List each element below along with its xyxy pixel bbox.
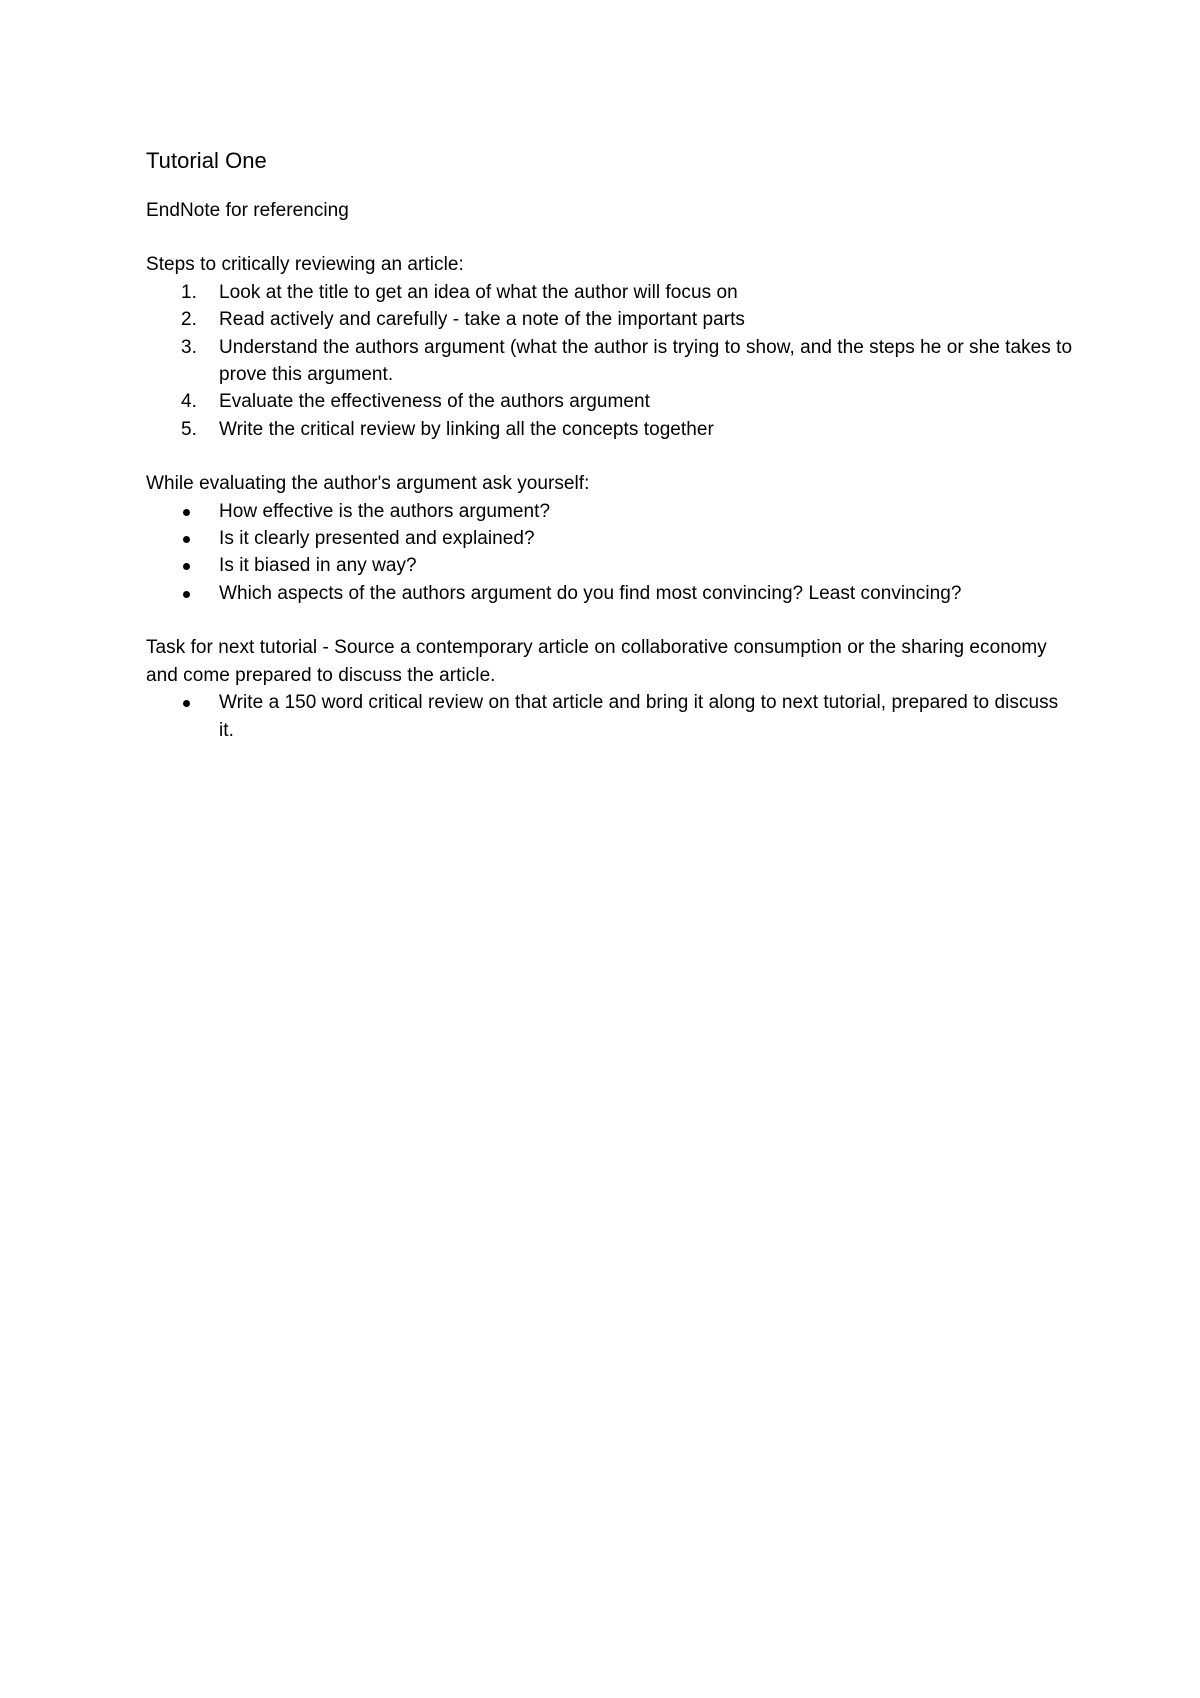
question-item xyxy=(146,525,1076,552)
bullet-icon xyxy=(183,536,190,543)
steps-list xyxy=(146,279,1076,443)
step-number: 1. xyxy=(181,281,197,303)
bullet-icon xyxy=(183,591,190,598)
spacer xyxy=(146,224,1076,251)
question-text: Which aspects of the authors argument do you find most convincing? Least convincing? xyxy=(219,582,962,604)
step-text: Evaluate the effectiveness of the authors argument xyxy=(219,391,650,413)
task-item-text: Write a 150 word critical review on that article and bring it along to next tutorial, prepared to discuss it. xyxy=(219,692,1059,741)
step-number: 2. xyxy=(181,309,197,331)
bullet-icon xyxy=(183,563,190,570)
task-list xyxy=(146,689,1076,744)
document-title: Tutorial One xyxy=(146,148,267,173)
step-item xyxy=(146,416,1076,443)
steps-heading: Steps to critically reviewing an article: xyxy=(146,254,464,276)
evaluating-list xyxy=(146,498,1076,608)
task-paragraph: Task for next tutorial - Source a contemporary article on collaborative consumption or the sharing economy and come prepared to discuss the article. xyxy=(146,637,1047,686)
question-text: Is it clearly presented and explained? xyxy=(219,528,535,550)
step-number: 5. xyxy=(181,418,197,440)
bullet-icon xyxy=(183,509,190,516)
task-item xyxy=(146,689,1076,744)
bullet-icon xyxy=(183,700,190,707)
spacer xyxy=(146,443,1076,470)
question-text: How effective is the authors argument? xyxy=(219,500,551,522)
evaluating-heading: While evaluating the author's argument ask yourself: xyxy=(146,473,590,495)
step-item xyxy=(146,279,1076,306)
step-number: 4. xyxy=(181,391,197,413)
question-item xyxy=(146,552,1076,579)
document-content xyxy=(146,146,1076,744)
step-number: 3. xyxy=(181,336,197,358)
step-text: Read actively and carefully - take a note of the important parts xyxy=(219,309,745,331)
question-item xyxy=(146,580,1076,607)
step-text: Understand the authors argument (what the author is trying to show, and the steps he or she takes to prove this argument. xyxy=(219,336,1073,386)
step-text: Write the critical review by linking all the concepts together xyxy=(219,418,714,440)
step-item xyxy=(146,388,1076,415)
step-item xyxy=(146,334,1076,389)
step-text: Look at the title to get an idea of what the author will focus on xyxy=(219,281,738,303)
question-text: Is it biased in any way? xyxy=(219,555,417,577)
endnote-line: EndNote for referencing xyxy=(146,200,349,221)
spacer xyxy=(146,607,1076,634)
question-item xyxy=(146,498,1076,525)
step-item xyxy=(146,306,1076,333)
